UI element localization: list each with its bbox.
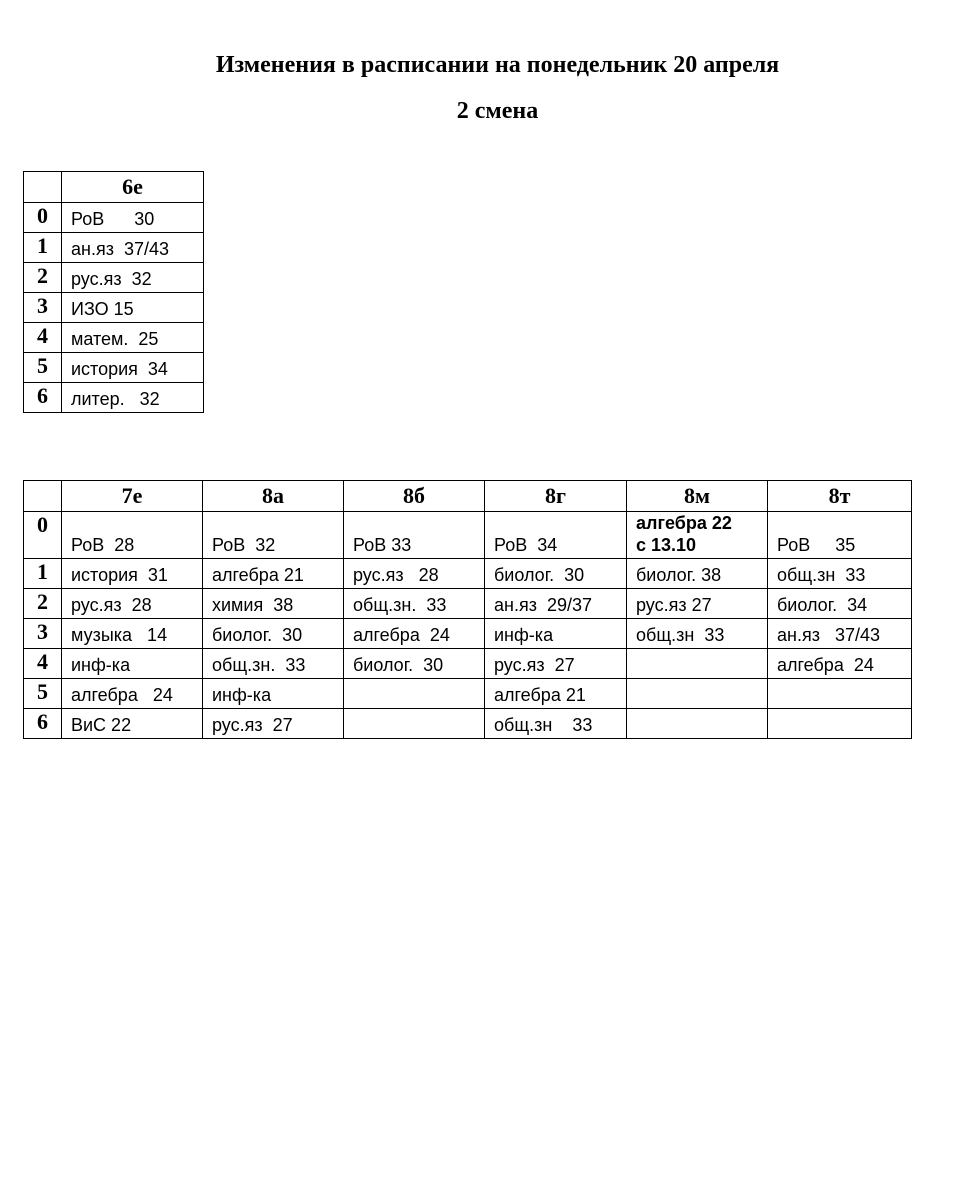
lesson-cell (627, 649, 768, 679)
lesson-number: 4 (24, 649, 62, 679)
lesson-cell: литер. 32 (62, 383, 204, 413)
lesson-cell: рус.яз 27 (485, 649, 627, 679)
corner-cell (24, 172, 62, 203)
column-header-class: 8а (203, 481, 344, 512)
table-row (24, 263, 204, 293)
lesson-number: 1 (24, 559, 62, 589)
lesson-cell: общ.зн 33 (627, 619, 768, 649)
lesson-cell: РоВ 35 (768, 512, 912, 559)
lesson-cell: инф-ка (485, 619, 627, 649)
table-row (24, 709, 912, 739)
lesson-cell: инф-ка (203, 679, 344, 709)
lesson-cell: алгебра 22 с 13.10 (627, 512, 768, 559)
column-header-6e: 6е (62, 172, 204, 203)
lesson-number: 0 (24, 512, 62, 559)
page-subtitle: 2 смена (456, 98, 539, 124)
lesson-cell: история 34 (62, 353, 204, 383)
lesson-cell: биолог. 30 (344, 649, 485, 679)
table-row (24, 203, 204, 233)
lesson-cell: РоВ 32 (203, 512, 344, 559)
table-row (24, 679, 912, 709)
lesson-number: 2 (24, 589, 62, 619)
lesson-number: 2 (24, 263, 62, 293)
lesson-number: 3 (24, 293, 62, 323)
lesson-cell: алгебра 24 (768, 649, 912, 679)
lesson-number: 3 (24, 619, 62, 649)
schedule-table-6e (23, 171, 204, 413)
table-row (24, 323, 204, 353)
column-header-class: 8г (485, 481, 627, 512)
table-row (24, 512, 912, 559)
lesson-cell: история 31 (62, 559, 203, 589)
lesson-cell: биолог. 38 (627, 559, 768, 589)
lesson-cell: РоВ 30 (62, 203, 204, 233)
lesson-cell: РоВ 28 (62, 512, 203, 559)
lesson-cell: химия 38 (203, 589, 344, 619)
lesson-cell: ан.яз 37/43 (62, 233, 204, 263)
lesson-cell (344, 679, 485, 709)
lesson-cell: рус.яз 28 (344, 559, 485, 589)
lesson-cell: общ.зн 33 (485, 709, 627, 739)
column-header-class: 7е (62, 481, 203, 512)
lesson-cell: инф-ка (62, 649, 203, 679)
lesson-number: 4 (24, 323, 62, 353)
lesson-cell (768, 679, 912, 709)
column-header-class: 8м (627, 481, 768, 512)
table-row (24, 589, 912, 619)
lesson-cell: РоВ 33 (344, 512, 485, 559)
lesson-cell: ИЗО 15 (62, 293, 204, 323)
lesson-cell: алгебра 21 (203, 559, 344, 589)
lesson-number: 6 (24, 709, 62, 739)
lesson-cell: алгебра 24 (62, 679, 203, 709)
lesson-cell (768, 709, 912, 739)
lesson-cell (627, 709, 768, 739)
schedule-table-main (23, 480, 912, 739)
column-header-class: 8т (768, 481, 912, 512)
lesson-cell: рус.яз 27 (627, 589, 768, 619)
lesson-number: 6 (24, 383, 62, 413)
lesson-cell: матем. 25 (62, 323, 204, 353)
table-row (24, 293, 204, 323)
table-row (24, 383, 204, 413)
lesson-cell: музыка 14 (62, 619, 203, 649)
lesson-cell: алгебра 21 (485, 679, 627, 709)
lesson-cell: биолог. 34 (768, 589, 912, 619)
lesson-cell: биолог. 30 (203, 619, 344, 649)
corner-cell (24, 481, 62, 512)
lesson-number: 5 (24, 353, 62, 383)
lesson-cell: ВиС 22 (62, 709, 203, 739)
lesson-cell (344, 709, 485, 739)
lesson-number: 0 (24, 203, 62, 233)
page-title: Изменения в расписании на понедельник 20 апреля (215, 52, 780, 78)
lesson-cell (627, 679, 768, 709)
lesson-cell: рус.яз 32 (62, 263, 204, 293)
table-row (24, 233, 204, 263)
lesson-cell: ан.яз 29/37 (485, 589, 627, 619)
table-row (24, 559, 912, 589)
lesson-cell: РоВ 34 (485, 512, 627, 559)
lesson-number: 1 (24, 233, 62, 263)
table-row (24, 619, 912, 649)
column-header-class: 8б (344, 481, 485, 512)
lesson-cell: ан.яз 37/43 (768, 619, 912, 649)
lesson-cell: общ.зн. 33 (344, 589, 485, 619)
lesson-cell: рус.яз 27 (203, 709, 344, 739)
lesson-cell: рус.яз 28 (62, 589, 203, 619)
lesson-cell: алгебра 24 (344, 619, 485, 649)
table-row (24, 353, 204, 383)
lesson-cell: биолог. 30 (485, 559, 627, 589)
lesson-cell: общ.зн 33 (768, 559, 912, 589)
lesson-number: 5 (24, 679, 62, 709)
lesson-cell: общ.зн. 33 (203, 649, 344, 679)
table-row (24, 649, 912, 679)
